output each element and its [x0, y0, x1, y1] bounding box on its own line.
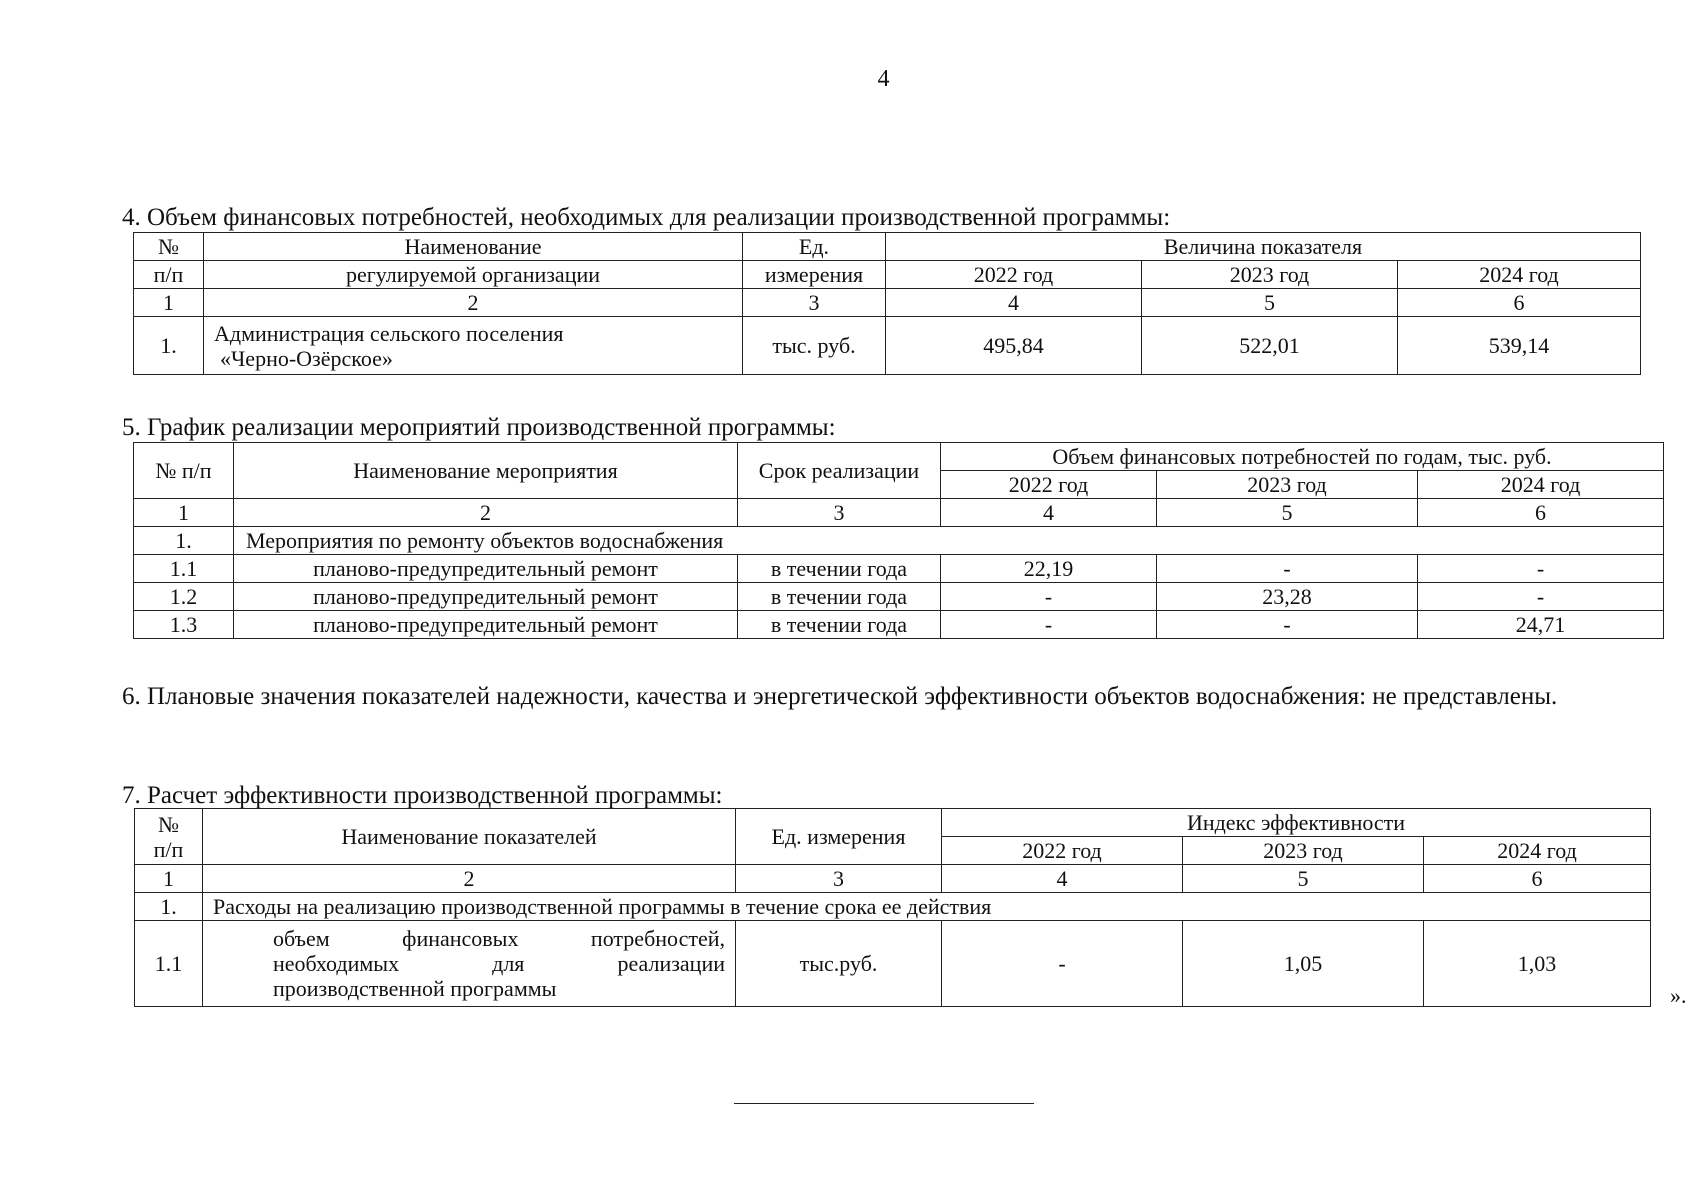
index-cell: 2 — [234, 499, 738, 527]
group-label: Расходы на реализацию производственной программы в течение срока ее действия — [203, 893, 1651, 921]
bottom-separator-line — [734, 1103, 1034, 1104]
index-cell: 5 — [1157, 499, 1418, 527]
header-num-line1: № — [158, 811, 179, 837]
header-unit-line2: измерения — [743, 261, 886, 289]
row-name: планово-предупредительный ремонт — [234, 583, 738, 611]
value-2023: - — [1157, 555, 1418, 583]
group-row — [134, 527, 1664, 555]
closing-quote: ». — [1670, 983, 1687, 1008]
value-2023: 522,01 — [1142, 317, 1398, 375]
index-cell: 1 — [134, 289, 204, 317]
header-index: Индекс эффективности — [942, 809, 1651, 837]
indicator-name — [203, 921, 736, 1007]
header-num-line1: № — [134, 233, 204, 261]
index-cell: 1 — [134, 499, 234, 527]
value-2024: 24,71 — [1418, 611, 1664, 639]
group-num: 1. — [134, 527, 234, 555]
header-year: 2024 год — [1424, 837, 1651, 865]
section-4-title: 4. Объем финансовых потребностей, необходимых для реализации производственной программы: — [122, 204, 1171, 231]
index-cell: 4 — [941, 499, 1157, 527]
value-2022: - — [942, 921, 1183, 1007]
value-2023: 23,28 — [1157, 583, 1418, 611]
indicator-name-line2: необходимых для реализации — [273, 951, 725, 976]
index-cell: 5 — [1142, 289, 1398, 317]
row-name: планово-предупредительный ремонт — [234, 555, 738, 583]
header-name-line1: Наименование — [204, 233, 743, 261]
indicator-name-line3: производственной программы — [273, 976, 557, 1001]
group-num: 1. — [135, 893, 203, 921]
header-num: № п/п — [134, 443, 234, 499]
header-unit: Ед. измерения — [736, 809, 942, 865]
value-2023: 1,05 — [1183, 921, 1424, 1007]
header-year: 2022 год — [886, 261, 1142, 289]
table-row — [134, 611, 1664, 639]
row-term: в течении года — [738, 555, 941, 583]
table-row — [134, 555, 1664, 583]
row-num: 1. — [134, 317, 204, 375]
row-unit: тыс. руб. — [743, 317, 886, 375]
value-2024: 1,03 — [1424, 921, 1651, 1007]
row-num: 1.3 — [134, 611, 234, 639]
organization-name-line1: Администрация сельского поселения — [214, 320, 564, 346]
index-cell: 3 — [743, 289, 886, 317]
table-row — [134, 583, 1664, 611]
index-cell: 1 — [135, 865, 203, 893]
table-row — [135, 921, 1651, 1007]
value-2022: - — [941, 611, 1157, 639]
group-label: Мероприятия по ремонту объектов водоснабжения — [234, 527, 1664, 555]
group-row — [135, 893, 1651, 921]
page-number: 4 — [877, 66, 890, 92]
indicator-name-line1: объем финансовых потребностей, — [273, 926, 725, 951]
header-year: 2023 год — [1183, 837, 1424, 865]
organization-name — [204, 317, 743, 375]
header-year: 2024 год — [1418, 471, 1664, 499]
row-term: в течении года — [738, 583, 941, 611]
index-cell: 3 — [736, 865, 942, 893]
value-2022: - — [941, 583, 1157, 611]
section-6-text: 6. Плановые значения показателей надежности, качества и энергетической эффективности объектов водоснабжения: не представлены. — [122, 683, 1558, 710]
value-2024: - — [1418, 555, 1664, 583]
index-cell: 6 — [1418, 499, 1664, 527]
efficiency-table — [134, 808, 1651, 1007]
header-num — [135, 809, 203, 865]
header-name-line2: регулируемой организации — [204, 261, 743, 289]
header-name: Наименование показателей — [203, 809, 736, 865]
index-cell: 2 — [204, 289, 743, 317]
header-value: Величина показателя — [886, 233, 1641, 261]
value-2024: 539,14 — [1398, 317, 1641, 375]
header-num-line2: п/п — [153, 836, 184, 862]
index-cell: 6 — [1398, 289, 1641, 317]
row-num: 1.2 — [134, 583, 234, 611]
section-7-title: 7. Расчет эффективности производственной программы: — [122, 782, 723, 809]
organization-name-line2: «Черно-Озёрское» — [220, 345, 393, 371]
header-name: Наименование мероприятия — [234, 443, 738, 499]
section-5-title: 5. График реализации мероприятий производственной программы: — [122, 414, 836, 441]
index-cell: 3 — [738, 499, 941, 527]
value-2023: - — [1157, 611, 1418, 639]
row-name: планово-предупредительный ремонт — [234, 611, 738, 639]
row-num: 1.1 — [135, 921, 203, 1007]
table-row — [134, 317, 1641, 375]
header-year: 2022 год — [942, 837, 1183, 865]
header-year: 2023 год — [1157, 471, 1418, 499]
value-2022: 22,19 — [941, 555, 1157, 583]
header-num-line2: п/п — [134, 261, 204, 289]
index-cell: 5 — [1183, 865, 1424, 893]
schedule-table — [133, 442, 1664, 639]
index-cell: 4 — [886, 289, 1142, 317]
index-cell: 6 — [1424, 865, 1651, 893]
header-year: 2023 год — [1142, 261, 1398, 289]
header-unit-line1: Ед. — [743, 233, 886, 261]
index-cell: 4 — [942, 865, 1183, 893]
header-year: 2024 год — [1398, 261, 1641, 289]
header-term: Срок реализации — [738, 443, 941, 499]
row-num: 1.1 — [134, 555, 234, 583]
value-2022: 495,84 — [886, 317, 1142, 375]
row-term: в течении года — [738, 611, 941, 639]
financial-needs-table — [133, 232, 1641, 375]
index-cell: 2 — [203, 865, 736, 893]
value-2024: - — [1418, 583, 1664, 611]
row-unit: тыс.руб. — [736, 921, 942, 1007]
header-volume: Объем финансовых потребностей по годам, тыс. руб. — [941, 443, 1664, 471]
header-year: 2022 год — [941, 471, 1157, 499]
